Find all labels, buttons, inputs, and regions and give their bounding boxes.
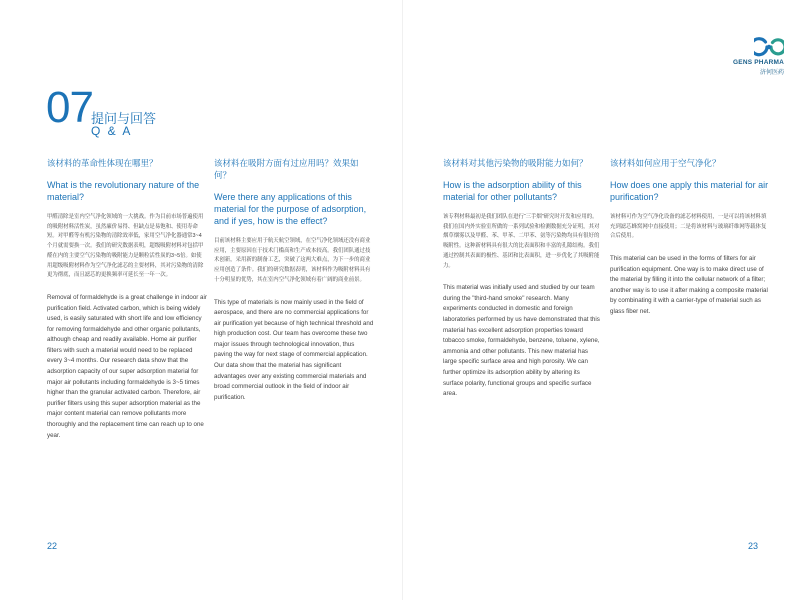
answer-en: Removal of formaldehyde is a great challenge in indoor air purification field. Activated carbon, which is being widely used, is easily saturated with short life and low efficiency for removing formaldehyde and other organic pollutants, although cheap and readily available. Home air purifier filters with such a material would need to be replaced every 3~4 months. Our research data show that the adsorption capacity of our super adsorption material for major air pollutants including formaldehyde is 3~5 times higher than the granular activated carbon. Therefore, air purifier filters using this super adsorption material as the major content material can remove pollutants more thoroughly and the replacement time can reach up to one year. <box>47 293 207 439</box>
answer-en: This type of materials is now mainly used in the field of aerospace, and there are no commercial applications for air purification yet because of high technical threshold and high production cost. Our team has overcome these two major issues through technological innovation, thus paving the way for next stage of commercial application. Our data show that the material has significant advantages over any existing commercial materials and broad commercial outlook in the field of indoor air purification. <box>214 298 374 401</box>
section-title-cn: 提问与回答 <box>91 111 157 126</box>
qa-block-1 <box>47 157 207 441</box>
question-en: How is the adsorption ability of this material for other pollutants? <box>443 180 582 202</box>
question-cn: 该材料的革命性体现在哪里？ <box>47 158 158 168</box>
gens-pharma-logo-icon <box>754 36 784 58</box>
question-cn: 该材料如何应用于空气净化？ <box>610 158 721 168</box>
brand-name-cn: 济何医药 <box>759 70 784 76</box>
question-en: What is the revolutionary nature of the material? <box>47 180 200 202</box>
answer-cn: 目前该材料主要应用于航天航空领域，在空气净化领域还没有商业应用，主要原因在于技术门槛高和生产成本较高。我们团队通过技术创新，采用新的制备工艺，突破了这两大难点，为下一步的商业应用创造了条件。我们的研究数据表明，该材料作为吸附材料具有十分明显的优势，其在室内空气净化领域有着广阔的商业前景。 <box>214 238 371 283</box>
brand-logo <box>722 36 784 76</box>
question-cn: 该材料在吸附方面有过应用吗？效果如何？ <box>214 158 359 180</box>
question-en: Were there any applications of this material for the purpose of adsorption, and if yes, how is the effect? <box>214 192 367 226</box>
answer-cn: 甲醛清除是室内空气净化领域的一大挑战。作为目前市场普遍使用的吸附材料活性炭，虽然廉价易得、但缺点是易饱和、使用寿命短。对甲醛等有机污染物的清除效率低，家用空气净化器通常3~4个月就需要换一次。我们的研究数据表明，超级吸附材料对包括甲醛在内的主要空气污染物的吸附能力是颗粒活性炭的3~5倍。如使用超级吸附材料作为空气净化滤芯的主要材料，其对污染物的清除更为彻底，而且滤芯的更换频率可延长至一年一次。 <box>47 214 204 279</box>
page-number-left: 22 <box>47 541 58 551</box>
answer-cn: 该材料可作为空气净化设备的滤芯材料使用，一是可以将该材料填充到滤芯蜂窝网中直接使用；二是将该材料与玻璃纤维网等载体复合后使用。 <box>610 214 767 240</box>
qa-block-2 <box>214 157 374 403</box>
qa-block-4 <box>610 157 770 318</box>
question-cn: 该材料对其他污染物的吸附能力如何？ <box>443 158 588 168</box>
question-en: How does one apply this material for air purification? <box>610 180 769 202</box>
answer-cn: 该专利材料最初是我们团队在进行“三手烟”研究时开发和应用的。我们在国内外实验室所做的一系列试验和检测数据充分证明，其对烟草烟雾以及甲醛、苯、甲苯、二甲苯、氨等污染物均具有很好的吸附性。这种新材料具有很大的比表面积和丰富的孔隙结构。我们通过控制其表面的极性、基团和比表面积，进一步优化了其吸附能力。 <box>443 214 600 269</box>
answer-en: This material can be used in the forms of filters for air purification equipment. One way is to make direct use of the material by filling it into the cellular network of a filter; another way is to use it after making a composite material by combinating it with a carrier-type of material such as glass fiber net. <box>610 255 768 316</box>
brand-name-en: GENS PHARMA <box>733 59 784 66</box>
qa-block-3 <box>443 157 601 400</box>
page-number-right: 23 <box>748 541 759 551</box>
section-title-en: Q & A <box>91 124 133 138</box>
answer-en: This material was initially used and studied by our team during the "third-hand smoke" research. Many experiments conducted in domestic and foreign laboratories performed by us have demonstrated that this material has excellent adsorption properties toward tobacco smoke, formaldehyde, benzene, toluene, xylene, ammonia and other pollutants. This new material has large specific surface area and high porosity. We can further optimize its adsorption ability by altering its surface polarity, functional groups and specific surface area. <box>443 284 600 398</box>
section-number: 07 <box>46 83 93 132</box>
